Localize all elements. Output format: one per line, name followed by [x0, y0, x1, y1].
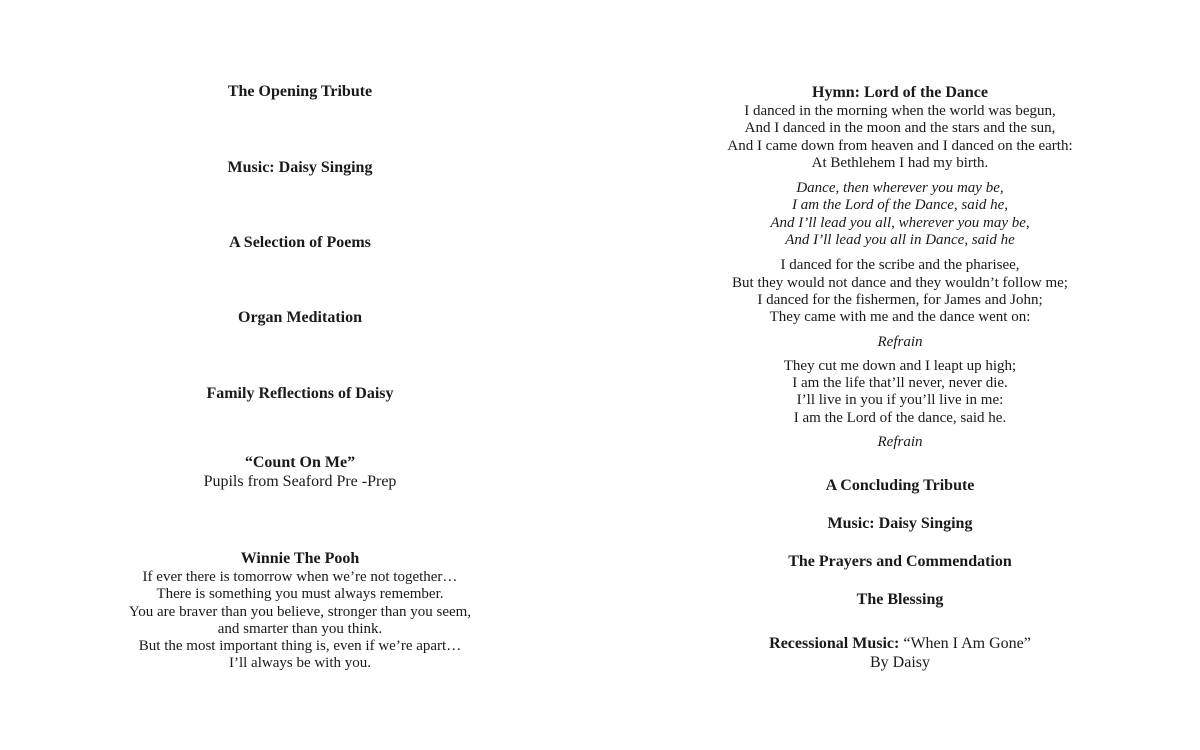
count-on-me-title: “Count On Me”	[244, 454, 356, 471]
refrain-label-text: Refrain	[877, 434, 923, 451]
refrain-label	[600, 334, 1200, 351]
item-prayers-commendation: The Prayers and Commendation	[788, 553, 1012, 570]
count-on-me-subtitle: Pupils from Seaford Pre -Prep	[203, 473, 397, 490]
hymn-line: And I came down from heaven and I danced on the earth:	[727, 137, 1073, 154]
poem-line: I’ll always be with you.	[228, 655, 372, 672]
poem-line: There is something you must always remember.	[156, 586, 444, 603]
hymn-line: I danced in the morning when the world was begun,	[744, 103, 1056, 119]
pooh-section	[0, 549, 600, 673]
count-on-me-section	[0, 453, 600, 491]
hymn-line: And I’ll lead you all, wherever you may be,	[770, 214, 1030, 231]
pooh-title: Winnie The Pooh	[240, 550, 360, 567]
hymn-line: They came with me and the dance went on:	[769, 309, 1031, 326]
recessional-line	[600, 634, 1200, 654]
hymn-line: I’ll live in you if you’ll live in me:	[796, 392, 1004, 409]
item-family-reflections: Family Reflections of Daisy	[206, 385, 394, 402]
hymn-verse-1	[600, 103, 1200, 172]
hymn-line: And I danced in the moon and the stars and the sun,	[744, 120, 1056, 137]
item-opening-tribute: The Opening Tribute	[227, 83, 373, 100]
hymn-line: I am the life that’ll never, never die.	[792, 375, 1008, 392]
hymn-line: Dance, then wherever you may be,	[796, 180, 1004, 197]
pooh-poem	[0, 569, 600, 673]
item-music-daisy-singing: Music: Daisy Singing	[227, 159, 373, 176]
hymn-line: I danced for the scribe and the pharisee,	[780, 257, 1020, 274]
hymn-title: Hymn: Lord of the Dance	[812, 84, 988, 101]
hymn-line: I danced for the fishermen, for James and John;	[757, 291, 1043, 308]
poem-line: If ever there is tomorrow when we’re not together…	[142, 569, 458, 585]
hymn-line: They cut me down and I leapt up high;	[783, 357, 1017, 374]
item-selection-of-poems: A Selection of Poems	[229, 234, 371, 251]
hymn-verse-3	[600, 358, 1200, 427]
poem-line: and smarter than you think.	[217, 620, 383, 637]
hymn-section	[600, 83, 1200, 451]
poem-line: But the most important thing is, even if we’re apart…	[138, 638, 462, 655]
recessional-song: “When I Am Gone”	[899, 635, 1031, 652]
hymn-line: At Bethlehem I had my birth.	[811, 154, 989, 171]
hymn-verse-2	[600, 257, 1200, 326]
item-concluding-tribute: A Concluding Tribute	[825, 477, 975, 494]
hymn-line: I am the Lord of the dance, said he.	[793, 409, 1007, 426]
refrain-label	[600, 434, 1200, 451]
refrain-label-text: Refrain	[877, 333, 923, 350]
right-page	[600, 0, 1200, 750]
hymn-line: I am the Lord of the Dance, said he,	[791, 197, 1009, 214]
hymn-line: But they would not dance and they wouldn’t follow me;	[732, 274, 1068, 291]
hymn-line: And I’ll lead you all in Dance, said he	[785, 232, 1015, 249]
recessional-by: By Daisy	[870, 654, 930, 671]
hymn-refrain	[600, 180, 1200, 249]
item-organ-meditation: Organ Meditation	[238, 309, 362, 326]
item-music-daisy-singing-2: Music: Daisy Singing	[827, 515, 973, 532]
recessional-section	[600, 634, 1200, 672]
recessional-label: Recessional Music:	[769, 635, 900, 652]
item-blessing: The Blessing	[856, 591, 944, 608]
poem-line: You are braver than you believe, stronger than you seem,	[128, 603, 472, 620]
